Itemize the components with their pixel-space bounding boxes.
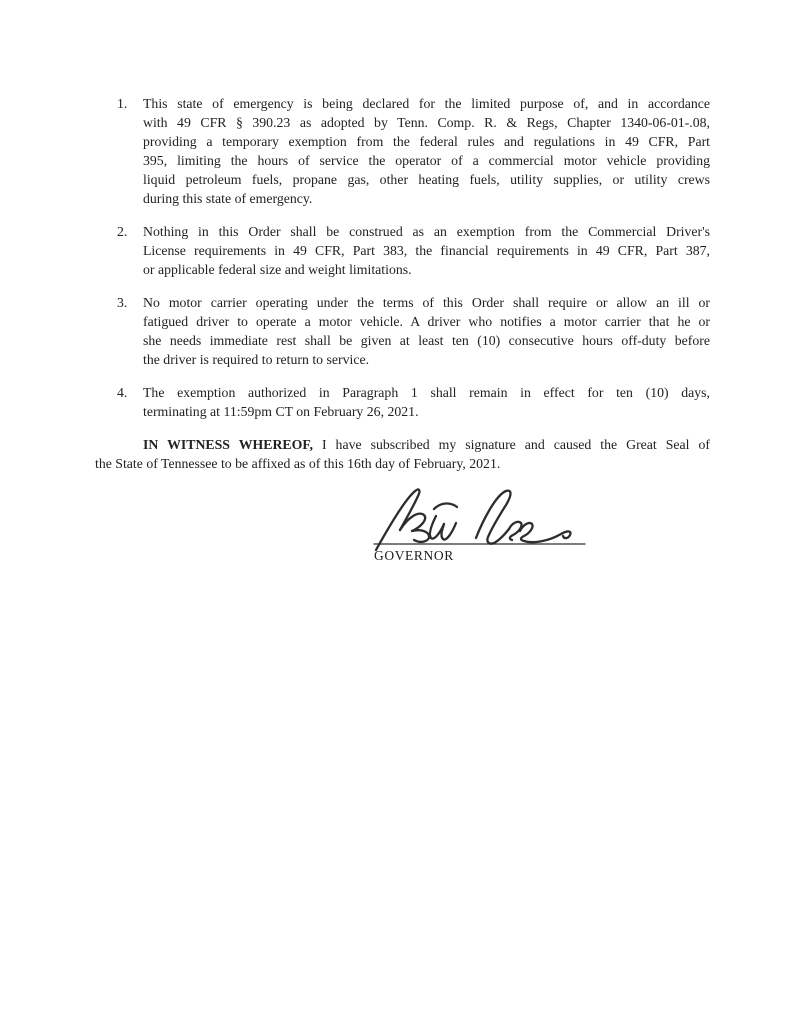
governor-title: GOVERNOR: [374, 548, 454, 563]
list-item-1-line: This state of emergency is being declared for the limited purpose of, and in accordance: [143, 96, 710, 111]
list-item-1-line: with 49 CFR § 390.23 as adopted by Tenn. Comp. R. & Regs, Chapter 1340-06-01-.08,: [143, 115, 710, 130]
list-item-3: [95, 293, 710, 369]
list-item-4-line: terminating at 11:59pm CT on February 26, 2021.: [143, 404, 419, 419]
list-item-2: [95, 222, 710, 279]
list-item-4-number: 4.: [117, 385, 128, 400]
witness-clause-line-1: [95, 435, 710, 454]
list-item-1-line: providing a temporary exemption from the federal rules and regulations in 49 CFR, Part: [143, 134, 710, 149]
list-item-3-line: she needs immediate rest shall be given at least ten (10) consecutive hours off-duty before: [143, 333, 710, 348]
list-item-4-line: The exemption authorized in Paragraph 1 shall remain in effect for ten (10) days,: [143, 385, 710, 400]
list-item-2-line: or applicable federal size and weight limitations.: [143, 262, 412, 277]
list-item-3-line: fatigued driver to operate a motor vehicle. A driver who notifies a motor carrier that he or: [143, 314, 710, 329]
witness-clause: [95, 435, 710, 473]
witness-line-1-text: I have subscribed my signature and caused the Great Seal of: [321, 437, 710, 452]
list-item-3-number: 3.: [117, 295, 128, 310]
witness-clause-line-2: the State of Tennessee to be affixed as of this 16th day of February, 2021.: [95, 456, 501, 471]
list-item-1: [95, 94, 710, 208]
list-item-4: [95, 383, 710, 421]
list-item-3-line: No motor carrier operating under the terms of this Order shall require or allow an ill or: [143, 295, 710, 310]
list-item-1-line: liquid petroleum fuels, propane gas, other heating fuels, utility supplies, or utility crews: [143, 172, 710, 187]
list-item-1-line: 395, limiting the hours of service the operator of a commercial motor vehicle providing: [143, 153, 710, 168]
list-item-1-line: during this state of emergency.: [143, 191, 313, 206]
list-item-3-line: the driver is required to return to service.: [143, 352, 370, 367]
list-item-2-line: Nothing in this Order shall be construed as an exemption from the Commercial Driver's: [143, 224, 710, 239]
signature-block: [373, 487, 588, 565]
list-item-1-number: 1.: [117, 96, 128, 111]
witness-lead-in: IN WITNESS WHEREOF,: [143, 437, 313, 452]
list-item-2-number: 2.: [117, 224, 128, 239]
list-item-2-line: License requirements in 49 CFR, Part 383, the financial requirements in 49 CFR, Part 387,: [143, 243, 710, 258]
